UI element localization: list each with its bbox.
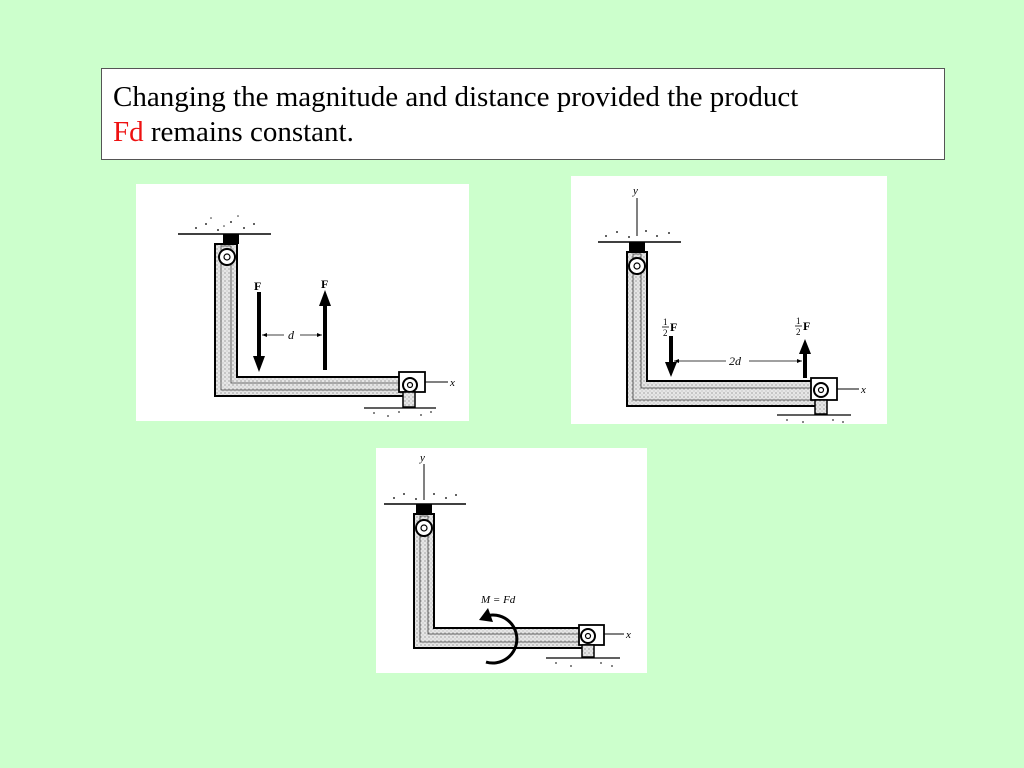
distance-label: 2d bbox=[729, 354, 741, 368]
y-axis-label: y bbox=[420, 452, 425, 464]
right-post bbox=[582, 645, 594, 657]
distance-label: d bbox=[288, 328, 294, 342]
caption-box bbox=[101, 68, 945, 160]
y-axis-label: y bbox=[633, 185, 638, 197]
frac-num-left: 1 bbox=[663, 317, 668, 327]
top-mount bbox=[629, 242, 645, 252]
top-mount bbox=[416, 504, 432, 514]
diagram-panel-moment bbox=[376, 448, 647, 673]
frac-den-left: 2 bbox=[663, 328, 668, 338]
ceiling-soil bbox=[195, 215, 255, 231]
frac-den-right: 2 bbox=[796, 327, 801, 337]
frac-num-right: 1 bbox=[796, 316, 801, 326]
moment-label: M = Fd bbox=[481, 594, 516, 606]
right-post bbox=[815, 400, 827, 414]
top-mount bbox=[223, 234, 239, 244]
bent-bar-diagram bbox=[136, 184, 469, 421]
bent-bar bbox=[215, 244, 406, 396]
force-right-label: F bbox=[803, 319, 811, 333]
top-pin bbox=[219, 249, 235, 265]
right-post bbox=[403, 392, 415, 407]
diagram-panel-half-force bbox=[571, 176, 887, 424]
force-right-label: F bbox=[321, 277, 329, 291]
right-pin bbox=[814, 383, 828, 397]
bent-bar-diagram bbox=[376, 448, 647, 673]
bent-bar-diagram bbox=[571, 176, 887, 424]
caption-highlight: Fd bbox=[113, 116, 144, 148]
right-pin bbox=[403, 378, 417, 392]
top-pin bbox=[629, 258, 645, 274]
right-pin bbox=[581, 629, 595, 643]
force-left-label: F bbox=[254, 279, 262, 293]
x-axis-label: x bbox=[861, 384, 866, 396]
caption-line2: remains constant. bbox=[143, 116, 354, 148]
x-axis-label: x bbox=[626, 629, 631, 641]
force-left-label: F bbox=[670, 320, 678, 334]
diagram-panel-original bbox=[136, 184, 469, 421]
bent-bar bbox=[627, 252, 821, 406]
bent-bar bbox=[414, 514, 588, 648]
x-axis-label: x bbox=[450, 377, 455, 389]
top-pin bbox=[416, 520, 432, 536]
caption-line1: Changing the magnitude and distance provided the product bbox=[113, 81, 799, 113]
